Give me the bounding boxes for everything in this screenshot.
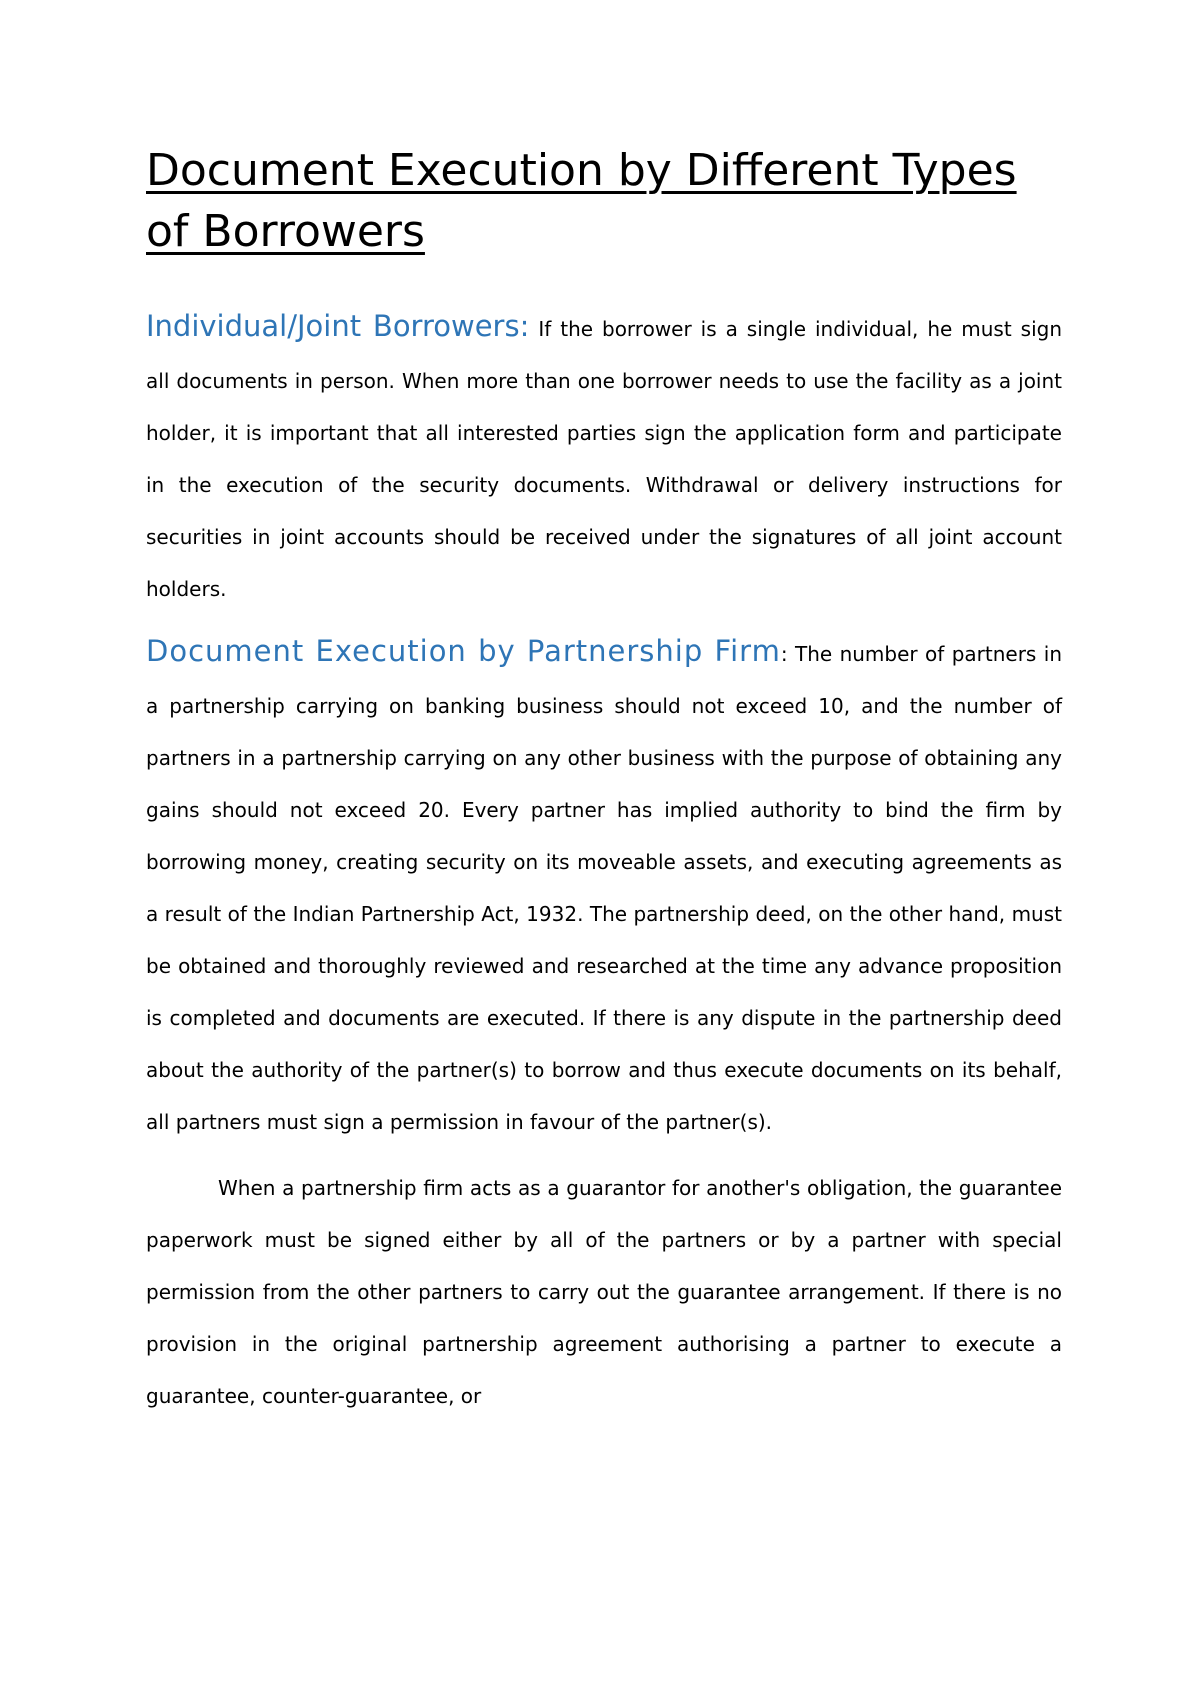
section-body-text: If the borrower is a single individual, he must sign all documents in person. When more than one borrower needs to use the facility as a joint holder, it is important that all interested parties sign the application form and participate in the execution of the security documents. Withdrawal or delivery instructions for securities in joint accounts should be received under the signatures of all joint account holders. [146, 317, 1062, 601]
document-body [146, 140, 1062, 1422]
document-title: Document Execution by Different Types of Borrowers [146, 145, 1017, 257]
section-heading: Individual/Joint Borrowers: [146, 309, 530, 343]
section-partnership-firm [146, 625, 1062, 1148]
section-heading: Document Execution by Partnership Firm [146, 634, 781, 668]
section-individual-joint-borrowers [146, 300, 1062, 615]
body-paragraph: When a partnership firm acts as a guarantor for another's obligation, the guarantee paperwork must be signed either by all of the partners or by a partner with special permission from the other partners to carry out the guarantee arrangement. If there is no provision in the original partnership agreement authorising a partner to execute a guarantee, counter-guarantee, or [146, 1176, 1062, 1408]
section-body-text: : The number of partners in a partnership carrying on banking business should not exceed 10, and the number of partners in a partnership carrying on any other business with the purpose of obtaining any gains should not exceed 20. Every partner has implied authority to bind the firm by borrowing money, creating security on its moveable assets, and executing agreements as a result of the Indian Partnership Act, 1932. The partnership deed, on the other hand, must be obtained and thoroughly reviewed and researched at the time any advance proposition is completed and documents are executed. If there is any dispute in the partnership deed about the authority of the partner(s) to borrow and thus execute documents on its behalf, all partners must sign a permission in favour of the partner(s). [146, 642, 1062, 1134]
